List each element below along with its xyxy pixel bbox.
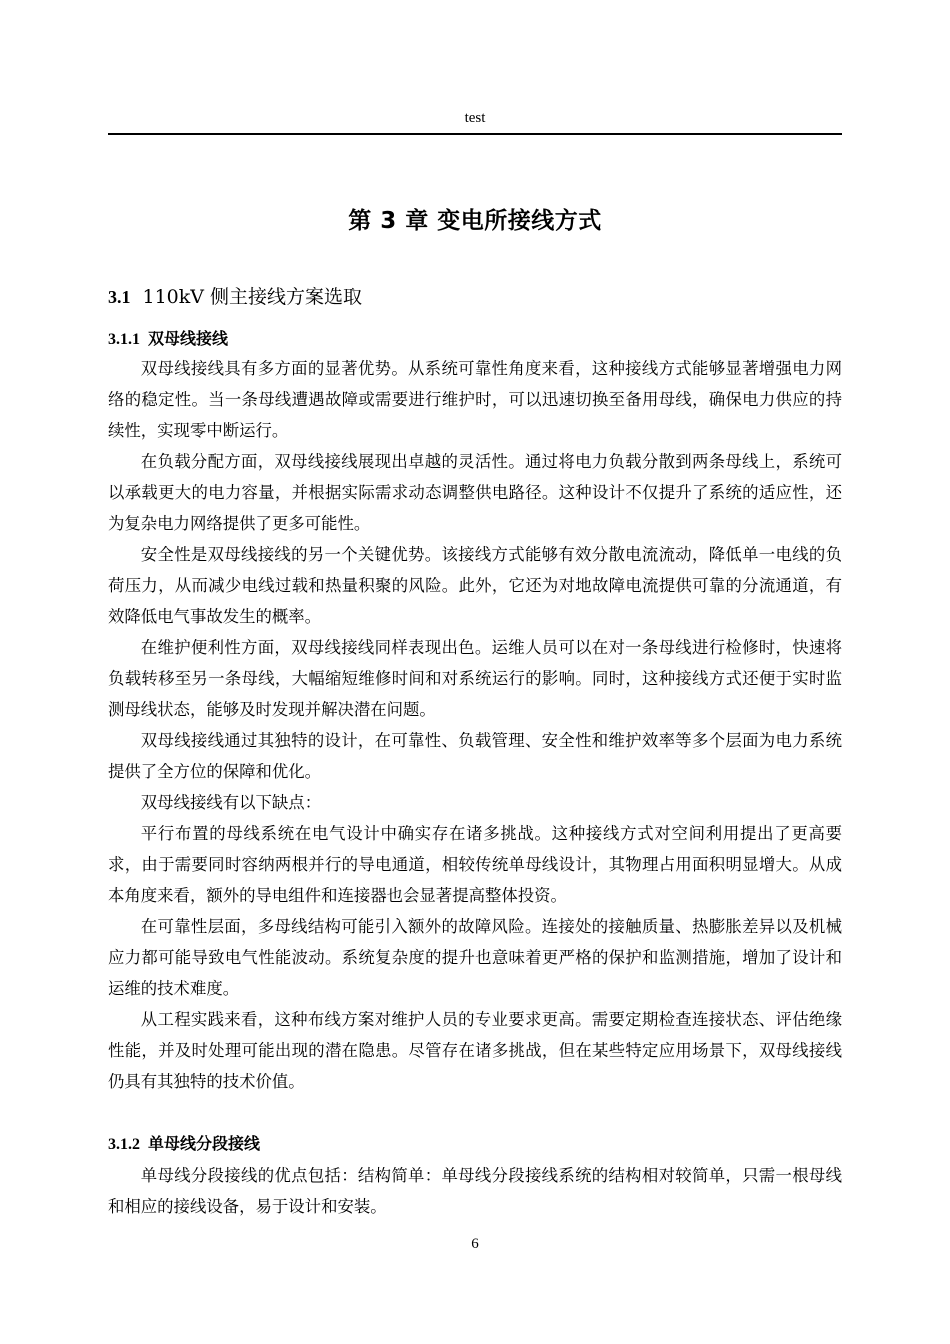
paragraph: 双母线接线通过其独特的设计，在可靠性、负载管理、安全性和维护效率等多个层面为电力系统提供了全方位的保障和优化。 <box>108 731 842 781</box>
subsection-heading-3-1-1 <box>108 326 228 349</box>
section-heading <box>108 282 362 309</box>
header-divider <box>108 133 842 135</box>
paragraph: 安全性是双母线接线的另一个关键优势。该接线方式能够有效分散电流流动，降低单一电线的负荷压力，从而减少电线过载和热量积聚的风险。此外，它还为对地故障电流提供可靠的分流通道，有效降低电气事故发生的概率。 <box>108 545 842 626</box>
paragraph: 在可靠性层面，多母线结构可能引入额外的故障风险。连接处的接触质量、热膨胀差异以及机械应力都可能导致电气性能波动。系统复杂度的提升也意味着更严格的保护和监测措施，增加了设计和运维的技术难度。 <box>108 917 842 998</box>
paragraph: 在维护便利性方面，双母线接线同样表现出色。运维人员可以在对一条母线进行检修时，快速将负载转移至另一条母线，大幅缩短维修时间和对系统运行的影响。同时，这种接线方式还便于实时监测母线状态，能够及时发现并解决潜在问题。 <box>108 638 842 719</box>
chapter-title: 第 3 章 变电所接线方式 <box>348 208 602 234</box>
paragraph: 单母线分段接线的优点包括：结构简单：单母线分段接线系统的结构相对较简单，只需一根母线和相应的接线设备，易于设计和安装。 <box>108 1166 842 1216</box>
subsection-heading-3-1-2 <box>108 1131 260 1154</box>
subsection-body-3-1-1 <box>108 353 842 1097</box>
subsection-title-text: 单母线分段接线 <box>148 1134 261 1153</box>
page-number: 6 <box>471 1236 479 1252</box>
subsection-number: 3.1.2 <box>108 1136 140 1153</box>
subsection-number: 3.1.1 <box>108 331 140 348</box>
section-number: 3.1 <box>108 287 131 307</box>
running-header: test <box>464 110 486 126</box>
subsection-title-text: 双母线接线 <box>148 329 229 348</box>
paragraph: 双母线接线有以下缺点： <box>140 793 322 812</box>
paragraph: 平行布置的母线系统在电气设计中确实存在诸多挑战。这种接线方式对空间利用提出了更高要求，由于需要同时容纳两根并行的导电通道，相较传统单母线设计，其物理占用面积明显增大。从成本角度来看，额外的导电组件和连接器也会显著提高整体投资。 <box>108 824 842 905</box>
section-title-text: 110kV 侧主接线方案选取 <box>142 286 363 308</box>
subsection-body-3-1-2 <box>108 1160 842 1222</box>
paragraph: 在负载分配方面，双母线接线展现出卓越的灵活性。通过将电力负载分散到两条母线上，系统可以承载更大的电力容量，并根据实际需求动态调整供电路径。这种设计不仅提升了系统的适应性，还为复杂电力网络提供了更多可能性。 <box>108 452 842 533</box>
paragraph: 从工程实践来看，这种布线方案对维护人员的专业要求更高。需要定期检查连接状态、评估绝缘性能，并及时处理可能出现的潜在隐患。尽管存在诸多挑战，但在某些特定应用场景下，双母线接线仍具有其独特的技术价值。 <box>108 1010 842 1091</box>
paragraph: 双母线接线具有多方面的显著优势。从系统可靠性角度来看，这种接线方式能够显著增强电力网络的稳定性。当一条母线遭遇故障或需要进行维护时，可以迅速切换至备用母线，确保电力供应的持续性，实现零中断运行。 <box>108 359 842 440</box>
